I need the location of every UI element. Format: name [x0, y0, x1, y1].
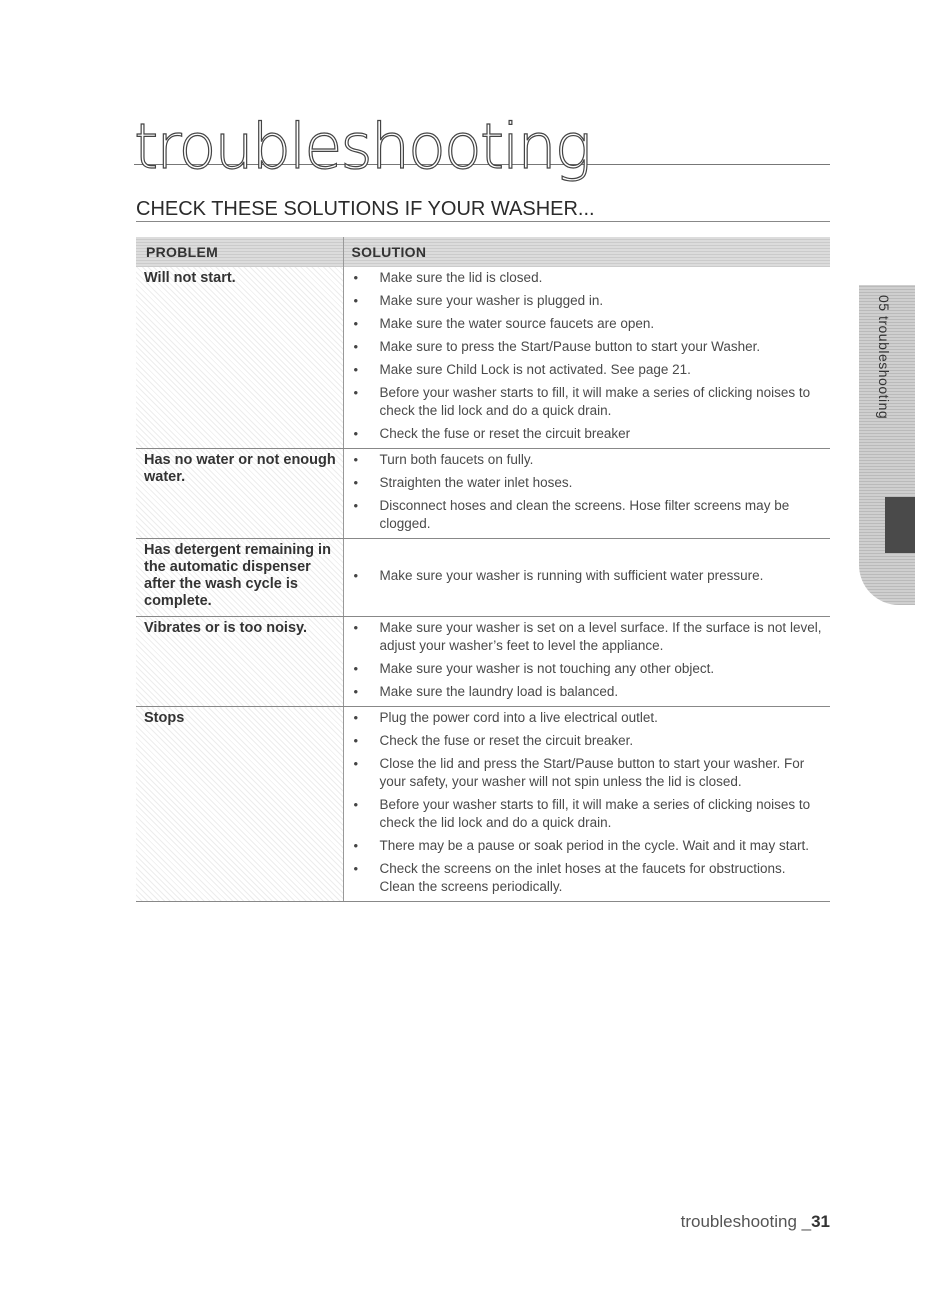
problem-cell: Has no water or not enough water.: [136, 449, 343, 539]
header-problem: PROBLEM: [136, 237, 343, 267]
solution-text: Straighten the water inlet hoses.: [379, 475, 573, 490]
solution-text: There may be a pause or soak period in the cycle. Wait and it may start.: [379, 838, 809, 853]
solution-text: Make sure the laundry load is balanced.: [379, 684, 619, 699]
solution-item: [352, 384, 823, 420]
table-row: [136, 539, 830, 617]
solution-item: [352, 497, 823, 533]
solution-item: [352, 660, 823, 678]
bullet-icon: •: [353, 797, 359, 812]
section-heading: CHECK THESE SOLUTIONS IF YOUR WASHER...: [136, 199, 830, 222]
solution-cell: [343, 617, 830, 707]
solution-item: [352, 269, 823, 287]
bullet-icon: •: [353, 316, 359, 331]
solution-text: Make sure your washer is set on a level surface. If the surface is not level, adjust your washer’s feet to level the appliance.: [379, 620, 822, 653]
solution-cell: [343, 539, 830, 617]
page-footer: [681, 1212, 830, 1232]
solution-item: [352, 709, 823, 727]
solution-cell: [343, 267, 830, 449]
solution-item: [352, 338, 823, 356]
solution-item: [352, 732, 823, 750]
bullet-icon: •: [353, 339, 359, 354]
solution-item: [352, 361, 823, 379]
solution-text: Make sure the lid is closed.: [379, 270, 543, 285]
solution-item: [352, 683, 823, 701]
table-row: [136, 267, 830, 449]
solution-text: Make sure the water source faucets are open.: [379, 316, 655, 331]
table-row: [136, 707, 830, 902]
solution-text: Make sure Child Lock is not activated. See page 21.: [379, 362, 691, 377]
footer-label: troubleshooting _: [680, 1212, 812, 1231]
bullet-icon: •: [353, 270, 359, 285]
solution-item: [352, 796, 823, 832]
bullet-icon: •: [353, 475, 359, 490]
bullet-icon: •: [353, 684, 359, 699]
solution-item: [352, 425, 823, 443]
solution-cell: [343, 707, 830, 902]
solution-item: [352, 619, 823, 655]
troubleshooting-table: [136, 237, 830, 902]
bullet-icon: •: [353, 362, 359, 377]
bullet-icon: •: [353, 838, 359, 853]
solution-text: Make sure your washer is not touching any other object.: [379, 661, 715, 676]
solution-text: Before your washer starts to fill, it will make a series of clicking noises to check the lid lock and do a quick drain.: [379, 385, 811, 418]
solution-item: [352, 451, 823, 469]
solution-text: Make sure your washer is running with sufficient water pressure.: [379, 568, 764, 583]
solution-cell: [343, 449, 830, 539]
solution-text: Make sure to press the Start/Pause button to start your Washer.: [379, 339, 761, 354]
header-solution: SOLUTION: [343, 237, 830, 267]
bullet-icon: •: [353, 426, 359, 441]
solution-item: [352, 837, 823, 855]
table-row: [136, 617, 830, 707]
bullet-icon: •: [353, 452, 359, 467]
solution-text: Check the fuse or reset the circuit breaker: [379, 426, 631, 441]
solution-item: [352, 292, 823, 310]
solution-text: Turn both faucets on fully.: [379, 452, 534, 467]
solution-text: Before your washer starts to fill, it will make a series of clicking noises to check the lid lock and do a quick drain.: [379, 797, 811, 830]
bullet-icon: •: [353, 568, 359, 583]
bullet-icon: •: [353, 661, 359, 676]
solution-text: Close the lid and press the Start/Pause button to start your washer. For your safety, your washer will not spin unless the lid is closed.: [379, 756, 805, 789]
bullet-icon: •: [353, 710, 359, 725]
solution-item: [352, 474, 823, 492]
problem-cell: Will not start.: [136, 267, 343, 449]
bullet-icon: •: [353, 498, 359, 513]
solution-item: [352, 315, 823, 333]
solution-item: [352, 567, 823, 585]
solution-item: [352, 755, 823, 791]
solution-text: Plug the power cord into a live electrical outlet.: [379, 710, 658, 725]
table-row: [136, 449, 830, 539]
solution-item: [352, 860, 823, 896]
chapter-tab-label: 05 troubleshooting: [876, 295, 892, 420]
page-title: troubleshooting: [134, 110, 590, 183]
bullet-icon: •: [353, 620, 359, 635]
chapter-tab-marker: [885, 497, 915, 553]
solution-text: Make sure your washer is plugged in.: [379, 293, 604, 308]
solution-text: Check the screens on the inlet hoses at the faucets for obstructions. Clean the screens periodically.: [379, 861, 786, 894]
bullet-icon: •: [353, 756, 359, 771]
bullet-icon: •: [353, 861, 359, 876]
bullet-icon: •: [353, 733, 359, 748]
bullet-icon: •: [353, 385, 359, 400]
solution-text: Check the fuse or reset the circuit breaker.: [379, 733, 634, 748]
problem-cell: Stops: [136, 707, 343, 902]
problem-cell: Has detergent remaining in the automatic dispenser after the wash cycle is complete.: [136, 539, 343, 617]
page-number: 31: [811, 1212, 830, 1231]
page-title-block: [134, 106, 830, 183]
problem-cell: Vibrates or is too noisy.: [136, 617, 343, 707]
solution-text: Disconnect hoses and clean the screens. Hose filter screens may be clogged.: [379, 498, 790, 531]
bullet-icon: •: [353, 293, 359, 308]
